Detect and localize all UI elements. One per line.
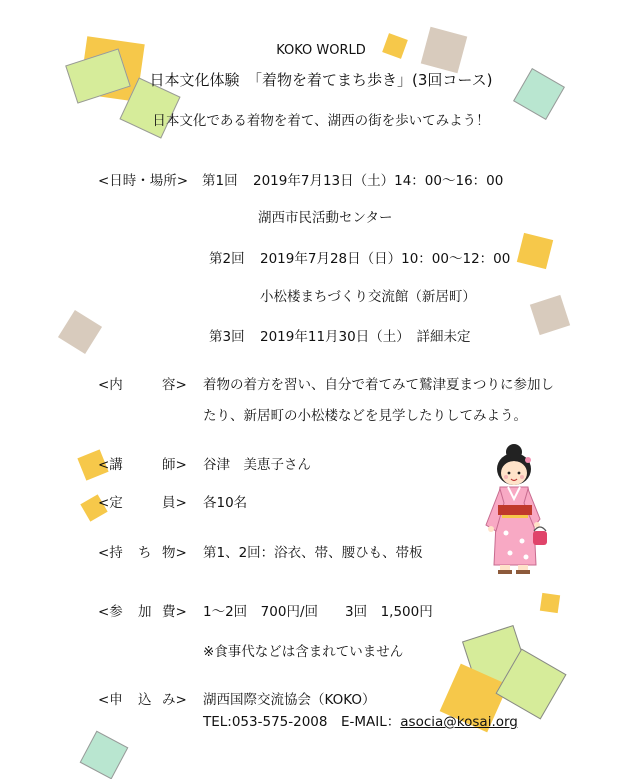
content-line-1: 着物の着方を習い、自分で着てみて鷲津夏まつりに参加し [203, 377, 554, 393]
fee-value: 1～2回 700円/回 3回 1,500円 [203, 604, 433, 620]
content-label-close: 容> [162, 377, 187, 393]
fee-label-open: <参 [98, 604, 123, 620]
belongings-label-open: <持 [98, 545, 123, 561]
apply-contact [203, 716, 518, 730]
decor-square-9 [58, 310, 102, 354]
session-2-datetime: 2019年7月28日（日）10：00～12：00 [260, 251, 511, 267]
decor-square-7 [517, 233, 553, 269]
session-2-number: 第2回 [209, 251, 245, 267]
page-title: 日本文化体験 「着物を着てまち歩き」(3回コース) [149, 71, 493, 89]
session-3-number: 第3回 [209, 329, 245, 345]
belongings-label-close: 物> [162, 545, 187, 561]
fee-label-mid: 加 [138, 604, 152, 620]
apply-tel: TEL:053-575-2008 E-MAIL： [203, 714, 401, 730]
session-1-place: 湖西市民活動センター [258, 210, 393, 226]
content-line-2: たり、新居町の小松楼などを見学したりしてみよう。 [203, 408, 527, 424]
instructor-label-open: <講 [98, 457, 123, 473]
capacity-label-close: 員> [162, 495, 187, 511]
instructor-label-close: 師> [162, 457, 187, 473]
instructor-value: 谷津 美恵子さん [203, 457, 311, 473]
content-label-open: <内 [98, 377, 123, 393]
apply-label-open: <申 [98, 692, 123, 708]
belongings-value: 第1、2回：浴衣、帯、腰ひも、帯板 [203, 545, 423, 561]
fee-label-close: 費> [162, 604, 187, 620]
belongings-label-mid: ち [138, 545, 152, 561]
decor-square-8 [530, 295, 570, 335]
session-2-place: 小松楼まちづくり交流館（新居町） [260, 289, 476, 305]
apply-email-link[interactable]: asocia@kosai.org [400, 714, 518, 730]
yukata-girl-illustration [478, 443, 550, 581]
capacity-label-open: <定 [98, 495, 123, 511]
fee-note: ※食事代などは含まれていません [203, 644, 404, 660]
schedule-label: <日時・場所> [98, 173, 189, 189]
capacity-value: 各10名 [203, 495, 248, 511]
apply-organization: 湖西国際交流協会（KOKO） [203, 692, 376, 708]
page-subtitle: 日本文化である着物を着て、湖西の街を歩いてみよう！ [152, 113, 490, 129]
decor-square-12 [540, 593, 560, 613]
session-3-datetime: 2019年11月30日（土） 詳細未定 [260, 329, 471, 345]
session-1-number: 第1回 [202, 173, 238, 189]
decor-square-16 [80, 731, 129, 779]
apply-label-mid: 込 [138, 692, 152, 708]
brand-title: KOKO WORLD [276, 43, 366, 58]
apply-label-close: み> [162, 692, 187, 708]
session-1-datetime: 2019年7月13日（土）14：00～16：00 [253, 173, 504, 189]
